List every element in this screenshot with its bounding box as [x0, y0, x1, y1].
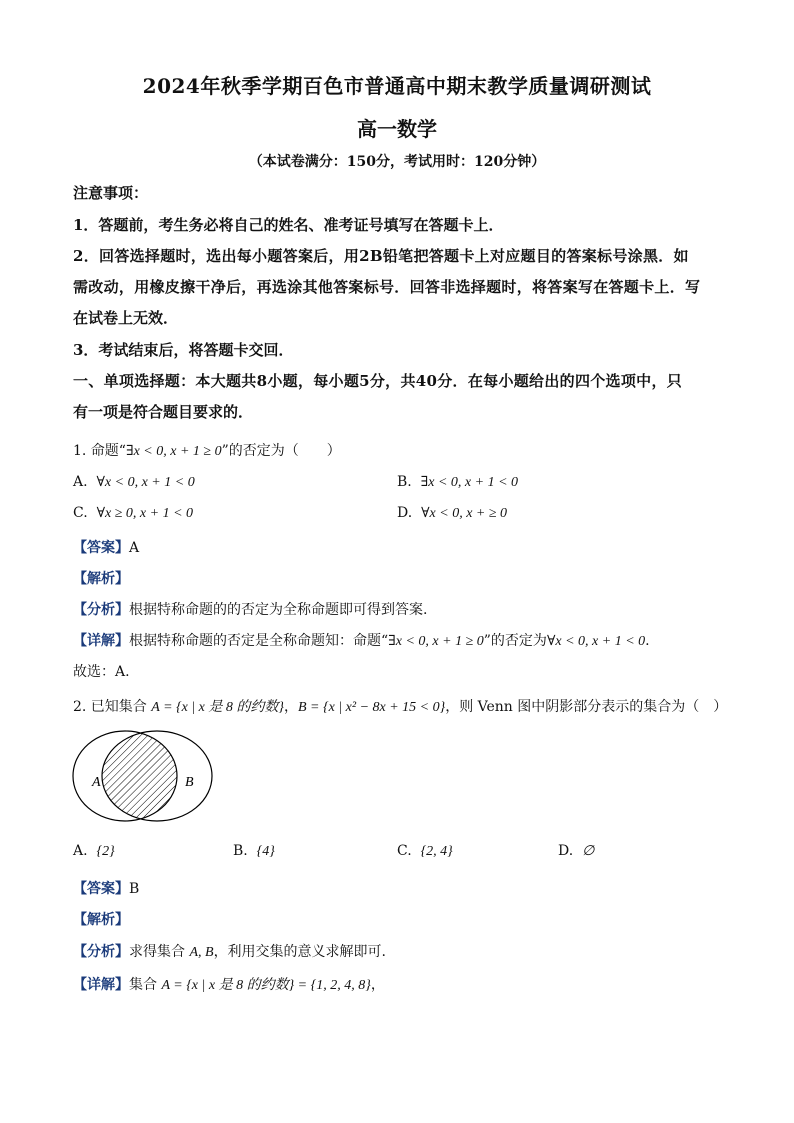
- question-1-stem-formula: ∃x < 0, x + 1 ≥ 0: [125, 444, 222, 459]
- section-heading-line-2: 有一项是符合题目要求的．: [73, 403, 254, 421]
- question-2-detail: 【详解】集合 A = {x | x 是 8 的约数} = {1, 2, 4, 8}，: [73, 977, 385, 993]
- option-label: C.: [73, 505, 88, 521]
- option-formula: ∀x < 0, x + 1 < 0: [96, 475, 195, 490]
- question-2-answer: [73, 878, 139, 898]
- question-2-option-d: D. ∅: [558, 843, 595, 859]
- option-label: D.: [397, 505, 413, 521]
- question-1-stem-suffix: ”的否定为（ ）: [221, 443, 341, 459]
- option-formula: {4}: [256, 844, 275, 859]
- notice-item-2-line-2: 需改动，用橡皮擦干净后，再选涂其他答案标号．回答非选择题时，将答案写在答题卡上．写: [73, 278, 701, 296]
- fenxi-tag: 【分析】: [73, 602, 129, 618]
- fenxi-formula: A, B: [189, 945, 214, 960]
- notice-item-1: 1．答题前，考生务必将自己的姓名、准考证号填写在答题卡上．: [73, 216, 504, 234]
- option-label: A.: [73, 474, 88, 490]
- answer-value: A: [129, 540, 140, 556]
- question-2-stem: 2. 已知集合 A = {x | x 是 8 的约数}，B = {x | x² − 8x + 15 < 0}，则 Venn 图中阴影部分表示的集合为（ ）: [73, 699, 728, 715]
- notice-item-2-line-1: 2．回答选择题时，选出每小题答案后，用2B铅笔把答题卡上对应题目的答案标号涂黑．如: [73, 247, 689, 265]
- fenxi-text: 根据特称命题的的否定为全称命题即可得到答案.: [129, 602, 428, 618]
- notice-item-3: 3．考试结束后，将答题卡交回．: [73, 341, 294, 359]
- detail-tag: 【详解】: [73, 633, 129, 649]
- answer-tag: 【答案】: [73, 540, 129, 556]
- question-1-analysis-tag: 【解析】: [73, 571, 129, 587]
- question-2-analysis-tag: 【解析】: [73, 912, 129, 928]
- detail-formula: A = {x | x 是 8 的约数} = {1, 2, 4, 8}: [161, 978, 371, 993]
- option-formula: {2}: [96, 844, 115, 859]
- question-1-option-b: [397, 474, 518, 491]
- venn-diagram: [70, 728, 220, 824]
- detail-prefix: 根据特称命题的否定是全称命题知：命题“: [129, 633, 389, 649]
- page-title: 2024年秋季学期百色市普通高中期末教学质量调研测试: [142, 74, 652, 98]
- exam-note: （本试卷满分：150分，考试用时：120分钟）: [248, 154, 546, 170]
- question-1-option-c: [73, 505, 193, 522]
- question-1-answer: [73, 537, 139, 557]
- question-2-stem-c: ，则 Venn 图中阴影部分表示的集合为（ ）: [445, 699, 728, 715]
- question-1-option-d: [397, 505, 507, 522]
- venn-label-b: B: [185, 775, 194, 790]
- question-2-option-c: C. {2, 4}: [397, 843, 453, 859]
- question-2-option-b: B. {4}: [233, 843, 275, 859]
- venn-label-a: A: [92, 775, 101, 790]
- option-label: B.: [397, 474, 412, 490]
- question-1-stem-prefix: 1. 命题“: [73, 443, 126, 459]
- detail-mid: ”的否定为: [483, 633, 547, 649]
- detail-formula-2: ∀x < 0, x + 1 < 0: [546, 634, 646, 649]
- detail-tag: 【详解】: [73, 977, 129, 993]
- answer-value: B: [129, 881, 140, 897]
- question-1-fenxi: [73, 599, 427, 619]
- question-1-option-a: [73, 474, 195, 491]
- option-formula: ∃x < 0, x + 1 < 0: [420, 475, 519, 490]
- set-b-formula: B = {x | x² − 8x + 15 < 0}: [298, 700, 446, 715]
- question-1-conclusion: 故选：A.: [73, 664, 130, 680]
- detail-formula-1: ∃x < 0, x + 1 ≥ 0: [388, 634, 484, 649]
- subject-title: 高一数学: [357, 117, 437, 141]
- answer-tag: 【答案】: [73, 881, 129, 897]
- question-2-stem-a: 2. 已知集合: [73, 699, 152, 715]
- fenxi-tag: 【分析】: [73, 944, 129, 960]
- section-heading-line-1: 一、单项选择题：本大题共8小题，每小题5分，共40分．在每小题给出的四个选项中，只: [73, 372, 683, 390]
- option-formula: ∅: [582, 844, 595, 859]
- option-formula: ∀x < 0, x + ≥ 0: [421, 506, 508, 521]
- question-2-option-a: A. {2}: [73, 843, 115, 859]
- set-a-formula: A = {x | x 是 8 的约数}: [151, 700, 284, 715]
- notice-item-2-line-3: 在试卷上无效．: [73, 309, 179, 327]
- option-formula: {2, 4}: [420, 844, 453, 859]
- question-2-fenxi: 【分析】求得集合 A, B，利用交集的意义求解即可.: [73, 944, 387, 960]
- option-formula: ∀x ≥ 0, x + 1 < 0: [96, 506, 194, 521]
- notice-heading: 注意事项：: [73, 184, 149, 202]
- question-1-detail: 【详解】根据特称命题的否定是全称命题知：命题“∃x < 0, x + 1 ≥ 0”的否定为∀x < 0, x + 1 < 0.: [73, 633, 650, 649]
- question-1-stem: [73, 440, 341, 460]
